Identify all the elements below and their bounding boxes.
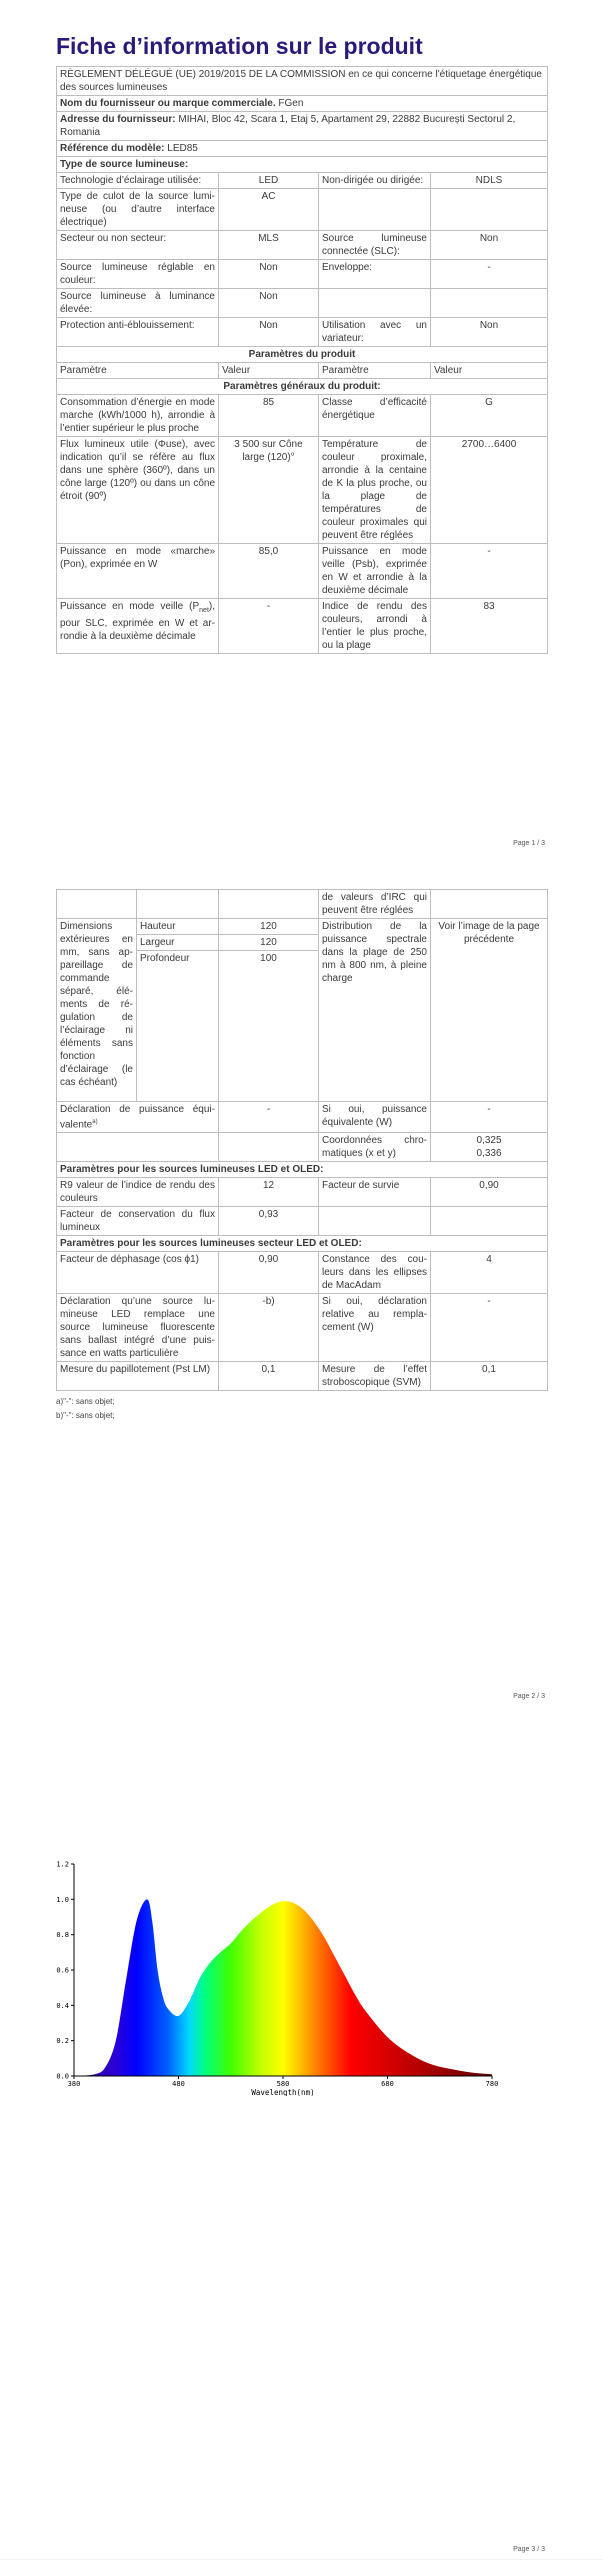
column-header-param-2: Paramètre <box>319 363 431 379</box>
page-2-content <box>56 889 547 1423</box>
cri-label-continued: de valeurs d’IRC qui peuvent être réglées <box>319 890 431 919</box>
spectral-distribution-label: Distribution de la puissance spectrale dans la plage de 250 nm à 800 nm, à pleine charge <box>319 919 431 1102</box>
anti-glare-label: Protection anti-éblouissement: <box>57 318 219 347</box>
table-row <box>57 1362 548 1391</box>
table-row <box>57 890 548 919</box>
mains-value: MLS <box>219 231 319 260</box>
y-tick-label: 1.0 <box>56 1895 69 1904</box>
page-number: Page 2 / 3 <box>513 1693 545 1700</box>
cct-value: 2700…6400 <box>431 437 548 544</box>
table-row <box>57 1252 548 1294</box>
supplier-value: FGen <box>278 98 304 109</box>
section-product-params: Paramètres du produit <box>57 347 548 363</box>
equivalent-watts-label: Si oui, puissance équivalente (W) <box>319 1102 431 1133</box>
power-on-label: Puissance en mode «marche» (Pon), exprimée en W <box>57 544 219 599</box>
section-led-params: Paramètres pour les sources lumineuses LED et OLED: <box>57 1162 548 1178</box>
high-luminance-value: Non <box>219 289 319 318</box>
table-row <box>57 112 548 141</box>
table-row <box>57 318 548 347</box>
spectral-distribution-value: Voir l’image de la page précédente <box>431 919 548 1102</box>
source-type-label: Type de source lumineuse: <box>57 157 548 173</box>
tech-label: Technologie d’éclairage utilisée: <box>57 173 219 189</box>
table-row <box>57 173 548 189</box>
replacement-watts-label: Si oui, déclaration relative au remplacement (W) <box>319 1294 431 1362</box>
replacement-claim-label: Déclaration qu’une source lumineuse LED remplace une source lumineuse fluorescente sans ballast intégré d’une puissance en watts particulière <box>57 1294 219 1362</box>
y-tick-label: 0.0 <box>56 2072 69 2081</box>
color-consistency-label: Constance des couleurs dans les ellipses de MacAdam <box>319 1252 431 1294</box>
supplier-label: Nom du fournisseur ou marque commerciale. <box>60 98 276 109</box>
dimmer-value: Non <box>431 318 548 347</box>
height-value: 120 <box>219 919 319 935</box>
anti-glare-value: Non <box>219 318 319 347</box>
connected-value: Non <box>431 231 548 260</box>
mains-label: Secteur ou non secteur: <box>57 231 219 260</box>
column-header-param: Paramètre <box>57 363 219 379</box>
efficiency-class-value: G <box>431 395 548 437</box>
survival-factor-label: Facteur de survie <box>319 1178 431 1207</box>
tech-value: LED <box>219 173 319 189</box>
section-general-params: Paramètres généraux du produit: <box>57 379 548 395</box>
table-row <box>57 1207 548 1236</box>
flux-value: 3 500 sur Cône large (120)° <box>219 437 319 544</box>
stroboscopic-value: 0,1 <box>431 1362 548 1391</box>
table-row <box>57 141 548 157</box>
cap-label: Type de culot de la source lumineuse (ou d’autre interface électrique) <box>57 189 219 231</box>
page-1-content <box>56 32 547 654</box>
y-tick-label: 0.2 <box>56 2037 69 2046</box>
r9-value: 12 <box>219 1178 319 1207</box>
address-label: Adresse du fournisseur: <box>60 114 176 125</box>
chromaticity-label: Coordonnées chromatiques (x et y) <box>319 1133 431 1162</box>
depth-label: Profondeur <box>137 951 219 1102</box>
product-info-table-continued <box>56 889 548 1391</box>
table-row <box>57 437 548 544</box>
x-tick-label: 780 <box>485 2080 499 2088</box>
dimensions-label: Dimensions extérieures en mm, sans appareillage de commande séparé, éléments de régulation de l’éclairage ni éléments sans fonction d’éclairage (le cas échéant) <box>57 919 137 1102</box>
replacement-claim-value: -b) <box>219 1294 319 1362</box>
table-row <box>57 67 548 96</box>
table-row <box>57 1162 548 1178</box>
table-row <box>57 157 548 173</box>
high-luminance-label: Source lumineuse à luminance élevée: <box>57 289 219 318</box>
energy-value: 85 <box>219 395 319 437</box>
spectrum-chart <box>56 1856 547 2096</box>
table-row <box>57 599 548 654</box>
footnotes <box>56 1395 547 1423</box>
table-row <box>57 189 548 231</box>
replacement-watts-value: - <box>431 1294 548 1362</box>
flicker-value: 0,1 <box>219 1362 319 1391</box>
standby-label: Puissance en mode veille (Psb), exprimée en W et arrondie à la deuxième décimale <box>319 544 431 599</box>
table-row <box>57 231 548 260</box>
table-row <box>57 347 548 363</box>
table-row <box>57 544 548 599</box>
cap-value: AC <box>219 189 319 231</box>
model-value: LED85 <box>167 143 198 154</box>
table-row <box>57 1294 548 1362</box>
network-standby-value: - <box>219 599 319 654</box>
y-tick-label: 0.4 <box>56 2001 69 2010</box>
x-tick-label: 680 <box>381 2080 394 2088</box>
cct-label: Température de couleur proximale, arrondie à la centaine de K la plus proche, ou la plage de températures de couleur proximales qui peuvent être réglées <box>319 437 431 544</box>
product-info-table <box>56 66 548 654</box>
address-value: MIHAI, Bloc 42, Scara 1, Etaj 5, Apartament 29, 22882 București Sectorul 2, Romania <box>60 114 516 138</box>
height-label: Hauteur <box>137 919 219 935</box>
tunable-label: Source lumineuse réglable en couleur: <box>57 260 219 289</box>
table-row <box>57 96 548 112</box>
lumen-maintenance-label: Facteur de conservation du flux lumineux <box>57 1207 219 1236</box>
table-row <box>57 1236 548 1252</box>
regulation-text: RÈGLEMENT DÉLÉGUÉ (UE) 2019/2015 DE LA COMMISSION en ce qui concerne l'étiquetage énergétique des sources lumineuses <box>57 67 548 96</box>
table-row <box>57 1133 548 1162</box>
table-row <box>57 289 548 318</box>
stroboscopic-label: Mesure de l’effet stroboscopique (SVM) <box>319 1362 431 1391</box>
equivalent-power-value: - <box>219 1102 319 1133</box>
model-label: Référence du modèle: <box>60 143 165 154</box>
r9-label: R9 valeur de l’indice de rendu des couleurs <box>57 1178 219 1207</box>
x-axis-label: Wavelength(nm) <box>251 2088 315 2096</box>
standby-value: - <box>431 544 548 599</box>
energy-label: Consommation d’énergie en mode marche (kWh/1000 h), arrondie à l’entier supérieur le plus proche <box>57 395 219 437</box>
directional-value: NDLS <box>431 173 548 189</box>
efficiency-class-label: Classe d’efficacité énergétique <box>319 395 431 437</box>
spectrum-area <box>74 1864 492 2076</box>
page-number: Page 3 / 3 <box>513 2546 545 2553</box>
page-number: Page 1 / 3 <box>513 840 545 847</box>
flux-label: Flux lumineux utile (Φuse), avec indication qu’il se réfère au flux dans une sphère (360º), dans un cône large (120º) ou dans un cône étroit (90º) <box>57 437 219 544</box>
network-standby-label: Puissance en mode veille $(P_{net})$, pour SLC, exprimée en W et arrondie à la deuxième décimale <box>57 599 219 654</box>
color-consistency-value: 4 <box>431 1252 548 1294</box>
page-title: Fiche d’information sur le produit <box>56 33 423 59</box>
lumen-maintenance-value: 0,93 <box>219 1207 319 1236</box>
y-tick-label: 0.8 <box>56 1931 69 1940</box>
cri-value: 83 <box>431 599 548 654</box>
width-value: 120 <box>219 935 319 951</box>
page-2 <box>0 853 603 1706</box>
page-3 <box>0 1706 603 2559</box>
dimmer-label: Utilisation avec un variateur: <box>319 318 431 347</box>
x-tick-label: 380 <box>67 2080 81 2088</box>
column-header-value: Valeur <box>219 363 319 379</box>
table-row <box>57 1178 548 1207</box>
tunable-value: Non <box>219 260 319 289</box>
chromaticity-value: 0,325 0,336 <box>431 1133 548 1162</box>
envelope-value: - <box>431 260 548 289</box>
column-header-value-2: Valeur <box>431 363 548 379</box>
connected-label: Source lumineuse connectée (SLC): <box>319 231 431 260</box>
depth-value: 100 <box>219 951 319 1102</box>
table-row <box>57 1102 548 1133</box>
power-factor-label: Facteur de déphasage (cos ϕ1) <box>57 1252 219 1294</box>
equivalent-watts-value: - <box>431 1102 548 1133</box>
equivalent-power-label: Déclaration de puissance équivalente$^{a)}$ <box>57 1102 219 1133</box>
table-row <box>57 395 548 437</box>
flicker-label: Mesure du papillotement (Pst LM) <box>57 1362 219 1391</box>
table-row <box>57 379 548 395</box>
page-1 <box>0 0 603 853</box>
survival-factor-value: 0,90 <box>431 1178 548 1207</box>
table-row <box>57 260 548 289</box>
width-label: Largeur <box>137 935 219 951</box>
y-tick-label: 0.6 <box>56 1966 69 1975</box>
table-row <box>57 363 548 379</box>
section-mains-led-params: Paramètres pour les sources lumineuses secteur LED et OLED: <box>57 1236 548 1252</box>
cri-label: Indice de rendu des couleurs, arrondi à l’entier le plus proche, ou la plage <box>319 599 431 654</box>
footnote-b: b)"-": sans objet; <box>56 1411 115 1421</box>
power-factor-value: 0,90 <box>219 1252 319 1294</box>
footnote-a: a)"-": sans objet; <box>56 1397 115 1407</box>
envelope-label: Enveloppe: <box>319 260 431 289</box>
power-on-value: 85,0 <box>219 544 319 599</box>
y-tick-label: 1.2 <box>56 1860 69 1869</box>
table-row <box>57 919 548 935</box>
spectrum-chart-svg <box>56 1856 547 2096</box>
x-tick-label: 480 <box>172 2080 185 2088</box>
directional-label: Non-dirigée ou dirigée: <box>319 173 431 189</box>
x-tick-label: 580 <box>276 2080 290 2088</box>
